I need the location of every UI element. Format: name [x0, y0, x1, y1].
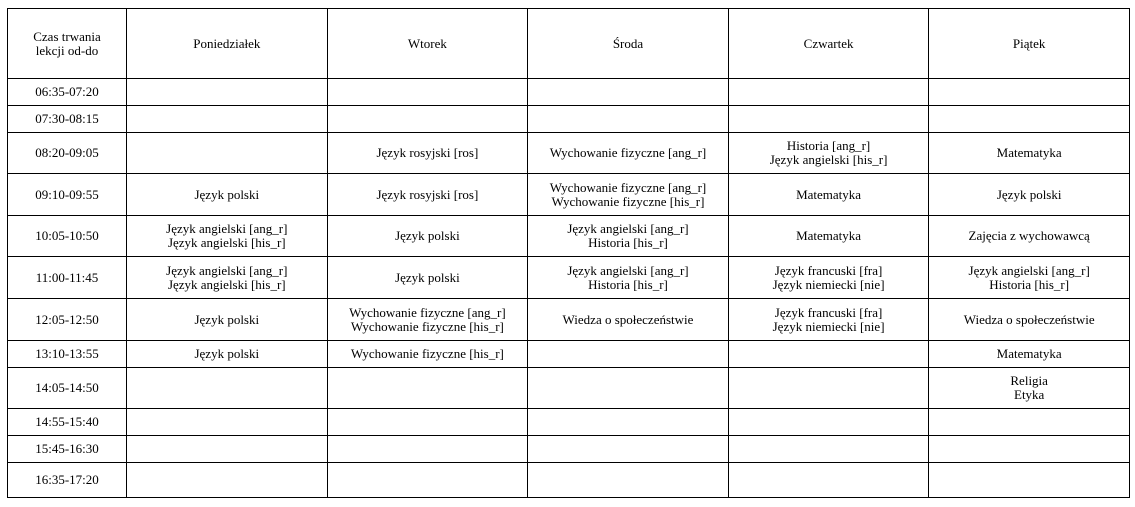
table-row [8, 368, 1130, 409]
day-header: Środa [528, 9, 729, 79]
lesson-entry: Język polski [194, 311, 260, 327]
lesson-entry: Matematyka [796, 186, 862, 202]
lesson-entry: Wychowanie fizyczne [his_r] [551, 193, 705, 209]
lesson-entry: Język niemiecki [nie] [772, 318, 885, 334]
lesson-cell [728, 436, 929, 463]
lesson-cell [327, 79, 528, 106]
lesson-entry: Język niemiecki [nie] [772, 276, 885, 292]
lesson-cell [127, 368, 328, 409]
lesson-time: 06:35-07:20 [8, 79, 127, 106]
lesson-time: 13:10-13:55 [8, 341, 127, 368]
lesson-entry: Wiedza o społeczeństwie [562, 311, 694, 327]
lesson-cell [127, 409, 328, 436]
lesson-entry: Wychowanie fizyczne [his_r] [350, 346, 504, 361]
lesson-cell [728, 341, 929, 368]
day-header: Piątek [929, 9, 1130, 79]
lesson-time: 15:45-16:30 [8, 436, 127, 463]
lesson-cell [327, 216, 528, 257]
lesson-cell [929, 409, 1130, 436]
day-header: Wtorek [327, 9, 528, 79]
lesson-entry: Zajęcia z wychowawcą [968, 228, 1090, 243]
lesson-entry: Język polski [194, 346, 260, 361]
lesson-entry: Język polski [194, 186, 260, 202]
lesson-cell [127, 299, 328, 341]
lesson-entry: Język angielski [ang_r] [567, 262, 689, 278]
timetable-body [8, 79, 1130, 498]
lesson-cell [728, 216, 929, 257]
lesson-cell [528, 106, 729, 133]
lesson-entry: Wychowanie fizyczne [ang_r] [549, 145, 707, 160]
lesson-cell [528, 174, 729, 216]
table-row [8, 341, 1130, 368]
lesson-entry: Język angielski [ang_r] [166, 221, 288, 236]
lesson-entry: Język francuski [fra] [774, 304, 883, 320]
lesson-cell [528, 216, 729, 257]
lesson-cell [327, 463, 528, 498]
lesson-cell [528, 436, 729, 463]
lesson-entry: Język angielski [his_r] [167, 276, 286, 292]
lesson-cell [929, 436, 1130, 463]
lesson-cell [127, 463, 328, 498]
lesson-cell [728, 79, 929, 106]
lesson-cell [929, 463, 1130, 498]
lesson-cell [528, 133, 729, 174]
lesson-entry: Język rosyjski [ros] [376, 145, 479, 160]
lesson-cell [327, 257, 528, 299]
lesson-cell [929, 174, 1130, 216]
lesson-cell [929, 299, 1130, 341]
lesson-cell [127, 79, 328, 106]
timetable [7, 8, 1130, 498]
lesson-cell [929, 133, 1130, 174]
lesson-time: 11:00-11:45 [8, 257, 127, 299]
lesson-cell [327, 299, 528, 341]
lesson-cell [327, 409, 528, 436]
lesson-cell [528, 409, 729, 436]
lesson-cell [327, 106, 528, 133]
timetable-header [8, 9, 1130, 79]
lesson-cell [929, 368, 1130, 409]
time-column-header: Czas trwania lekcji od-do [8, 9, 127, 79]
table-row [8, 409, 1130, 436]
lesson-cell [127, 436, 328, 463]
lesson-cell [327, 436, 528, 463]
table-row [8, 216, 1130, 257]
lesson-entry: Język francuski [fra] [774, 262, 883, 278]
lesson-entry: Wychowanie fizyczne [ang_r] [549, 179, 707, 195]
lesson-cell [728, 368, 929, 409]
lesson-entry: Język rosyjski [ros] [376, 186, 479, 202]
lesson-entry: Język angielski [ang_r] [166, 262, 288, 278]
lesson-cell [929, 79, 1130, 106]
table-row [8, 299, 1130, 341]
lesson-cell [127, 133, 328, 174]
lesson-entry: Historia [his_r] [588, 276, 668, 292]
lesson-cell [528, 368, 729, 409]
lesson-entry: Język angielski [ang_r] [968, 262, 1090, 278]
lesson-time: 12:05-12:50 [8, 299, 127, 341]
lesson-cell [528, 257, 729, 299]
lesson-entry: Etyka [1014, 387, 1045, 402]
table-row [8, 106, 1130, 133]
lesson-entry: Język polski [395, 269, 460, 285]
table-row [8, 463, 1130, 498]
table-row [8, 133, 1130, 174]
lesson-entry: Język angielski [his_r] [167, 235, 286, 250]
lesson-time: 16:35-17:20 [8, 463, 127, 498]
lesson-time: 08:20-09:05 [8, 133, 127, 174]
lesson-entry: Historia [his_r] [588, 235, 668, 250]
lesson-cell [929, 257, 1130, 299]
lesson-cell [127, 257, 328, 299]
lesson-cell [728, 174, 929, 216]
table-row [8, 436, 1130, 463]
lesson-time: 07:30-08:15 [8, 106, 127, 133]
lesson-cell [528, 79, 729, 106]
table-row [8, 257, 1130, 299]
lesson-cell [728, 133, 929, 174]
lesson-cell [728, 299, 929, 341]
lesson-entry: Język polski [996, 186, 1062, 202]
day-header: Czwartek [728, 9, 929, 79]
lesson-cell [327, 341, 528, 368]
lesson-cell [929, 106, 1130, 133]
lesson-cell [127, 174, 328, 216]
lesson-entry: Historia [ang_r] [786, 138, 871, 153]
lesson-cell [528, 463, 729, 498]
lesson-entry: Wychowanie fizyczne [his_r] [350, 318, 504, 334]
lesson-cell [728, 257, 929, 299]
lesson-time: 09:10-09:55 [8, 174, 127, 216]
lesson-entry: Historia [his_r] [989, 276, 1070, 292]
lesson-cell [929, 341, 1130, 368]
lesson-cell [528, 299, 729, 341]
table-row [8, 174, 1130, 216]
lesson-cell [728, 106, 929, 133]
lesson-cell [127, 106, 328, 133]
lesson-time: 10:05-10:50 [8, 216, 127, 257]
table-row [8, 79, 1130, 106]
lesson-time: 14:55-15:40 [8, 409, 127, 436]
lesson-entry: Matematyka [796, 228, 862, 243]
lesson-entry: Język angielski [ang_r] [567, 221, 689, 236]
lesson-entry: Wiedza o społeczeństwie [963, 311, 1095, 327]
lesson-cell [127, 341, 328, 368]
lesson-entry: Matematyka [996, 346, 1062, 361]
day-header: Poniedziałek [127, 9, 328, 79]
lesson-cell [528, 341, 729, 368]
lesson-cell [327, 368, 528, 409]
lesson-entry: Język polski [395, 228, 460, 243]
lesson-cell [327, 133, 528, 174]
lesson-cell [728, 409, 929, 436]
lesson-entry: Religia [1010, 373, 1048, 388]
lesson-cell [127, 216, 328, 257]
lesson-time: 14:05-14:50 [8, 368, 127, 409]
lesson-cell [327, 174, 528, 216]
lesson-cell [929, 216, 1130, 257]
lesson-entry: Matematyka [996, 145, 1062, 160]
lesson-entry: Język angielski [his_r] [769, 152, 888, 167]
lesson-entry: Wychowanie fizyczne [ang_r] [349, 304, 506, 320]
lesson-cell [728, 463, 929, 498]
